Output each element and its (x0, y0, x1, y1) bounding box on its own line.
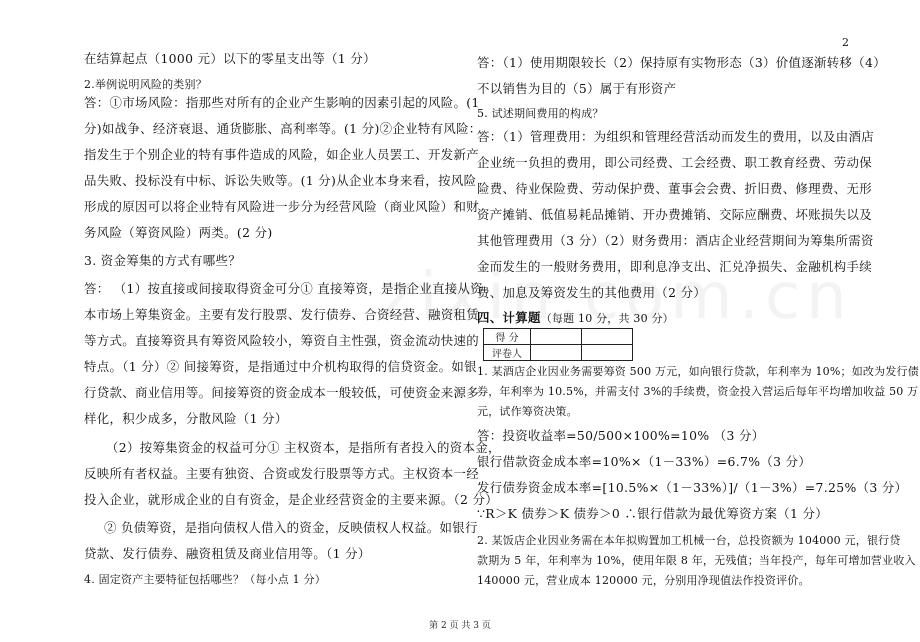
text-line: 行贷款、商业信用等。间接筹资的资金成本一般较低，可使资金来源多 (84, 385, 479, 400)
text-line: 特点。（1 分）② 间接筹资，是指通过中介机构取得的信贷资金。如银 (84, 359, 477, 374)
question-heading: 5. 试述期间费用的构成？ (477, 107, 604, 120)
score-table (483, 328, 633, 361)
text-line: 品失败、投标没有中标、诉讼失败等。(1 分)从企业本身来看，按风险 (84, 173, 477, 188)
text-line: 金而发生的一般财务费用，即利息净支出、汇兑净损失、金融机构手续 (477, 259, 872, 274)
section-title: 四、计算题 (477, 310, 541, 325)
text-line: 答： （1）按直接或间接取得资金可分① 直接筹资，是指企业直接从资 (84, 281, 484, 296)
score-cell (582, 329, 633, 345)
text-line: 贷款、发行债券、融资租赁及商业信用等。（1 分） (84, 546, 371, 561)
question-heading: 2.举例说明风险的类别？ (84, 78, 207, 91)
text-line: 等方式。直接筹资具有筹资风险较小，筹资自主性强，资金流动快速的 (84, 333, 479, 348)
text-line: 其他管理费用（3 分）（2）财务费用：酒店企业经营期间为筹集所需资 (477, 233, 874, 248)
calc-line: 答：投资收益率=50/500×100%=10% （3 分） (477, 428, 765, 443)
text-line: 投入企业，就形成企业的自有资金，是企业经营资金的主要来源。（2 分） (84, 492, 499, 507)
calc-line: ∵R＞K 债券＞K 债券＞0 ∴银行借款为最优筹资方案（1 分） (477, 506, 829, 521)
text-line: ② 负债筹资，是指向债权人借入的资金，反映债权人权益。如银行 (104, 520, 478, 535)
section-heading (477, 310, 674, 327)
question-text: 2. 某饭店企业因业务需在本年拟购置加工机械一台，总投资额为 104000 元，银行贷 (477, 534, 901, 547)
score-cell (531, 329, 582, 345)
question-text: 140000 元，营业成本 120000 元，分别用净现值法作投资评价。 (477, 574, 810, 587)
grader-cell (531, 345, 582, 361)
text-line: 在结算起点（1000 元）以下的零星支出等（1 分） (84, 51, 376, 66)
question-text: 券，年利率为 10.5%，并需支付 3%的手续费，资金投入营运后每年平均增加收益 50 万 (477, 385, 919, 398)
grader-label: 评卷人 (484, 345, 531, 361)
question-heading: 4. 固定资产主要特征包括哪些？（每小点 1 分） (84, 573, 326, 586)
text-line: 务风险（筹资风险）两类。(2 分) (84, 225, 273, 240)
score-label: 得 分 (484, 329, 531, 345)
question-text: 1. 某酒店企业因业务需要筹资 500 万元，如向银行贷款，年利率为 10%；如改为发行债 (477, 365, 919, 378)
text-line: 本市场上筹集资金。主要有发行股票、发行债券、合资经营、融资租赁 (84, 307, 479, 322)
calc-line: 发行债券资金成本率=[10.5%×（1－33%）]/（1－3%）=7.25%（3 分） (477, 480, 908, 495)
text-line: 样化，积少成多，分散风险（1 分） (84, 411, 288, 426)
text-line: 形成的原因可以将企业特有风险进一步分为经营风险（商业风险）和财 (84, 199, 479, 214)
page-number: 2 (842, 36, 849, 49)
text-line: 不以销售为目的（5）属于有形资产 (477, 81, 677, 96)
text-line: 指发生于个别企业的特有事件造成的风险，如企业人员罢工、开发新产 (84, 147, 479, 162)
question-text: 款期为 5 年，年利率为 10%，使用年限 8 年，无残值；当年投产，每年可增加营业收入 (477, 554, 916, 567)
calc-line: 银行借款资金成本率=10%×（1－33%）=6.7%（3 分） (477, 454, 812, 469)
text-line: 企业统一负担的费用，即公司经费、工会经费、职工教育经费、劳动保 (477, 155, 872, 170)
text-line: 答：（1）使用期限较长（2）保持原有实物形态（3）价值逐渐转移（4） (477, 55, 886, 70)
page-footer: 第 2 页 共 3 页 (429, 621, 491, 631)
text-line: 资产摊销、低值易耗品摊销、开办费摊销、交际应酬费、坏账损失以及 (477, 207, 872, 222)
text-line: 答：（1）管理费用：为组织和管理经营活动而发生的费用，以及由酒店 (477, 129, 874, 144)
question-heading: 3. 资金筹集的方式有哪些？ (84, 253, 241, 268)
section-note: （每题 10 分，共 30 分） (540, 312, 674, 325)
text-line: 分)如战争、经济衰退、通货膨胀、高利率等。(1 分)②企业特有风险： (84, 121, 482, 136)
text-line: 费、加息及筹资发生的其他费用（2 分） (477, 285, 707, 300)
question-text: 元，试作筹资决策。 (477, 405, 578, 418)
text-line: 险费、待业保险费、劳动保护费、董事会会费、折旧费、修理费、无形 (477, 181, 872, 196)
text-line: 答：①市场风险：指那些对所有的企业产生影响的因素引起的风险。(1 (84, 95, 480, 110)
text-line: 反映所有者权益。主要有独资、合资或发行股票等方式。主权资本一经 (84, 466, 479, 481)
text-line: （2）按筹集资金的权益可分① 主权资本，是指所有者投入的资本金， (106, 440, 501, 455)
grader-cell (582, 345, 633, 361)
